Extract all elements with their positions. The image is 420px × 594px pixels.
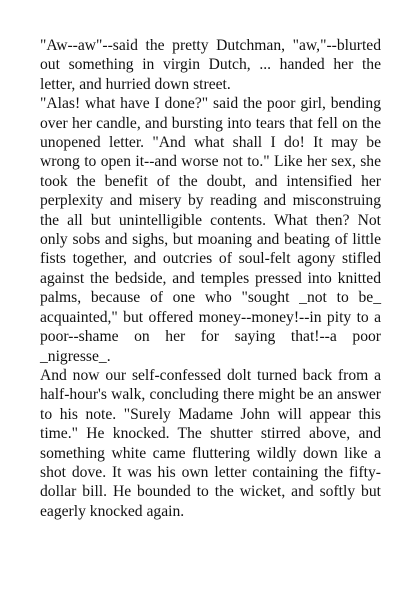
paragraph-2: "Alas! what have I done?" said the poor girl, bending over her candle, and bursting into tears that fell on the unopened letter. "And what shall I do! It may be wrong to open it--and worse not to." Like her sex, she took the benefit of the doubt, and intensified her perplexity and misery by reading and misconstruing the all but unintelligible contents. What then? Not only sobs and sighs, but moaning and beating of little fists together, and outcries of soul-felt agony stifled against the bedside, and temples pressed into knitted palms, because of one who "sought _not to be_ acquainted," but offered money--money!--in pity to a poor--shame on her for saying that!--a poor _nigresse_. [40,95,381,365]
document-page [40,36,381,521]
paragraph-3: And now our self-confessed dolt turned back from a half-hour's walk, concluding there might be an answer to his note. "Surely Madame John will appear this time." He knocked. The shutter stirred above, and something white came fluttering wildly down like a shot dove. It was his own letter containing the fifty-dollar bill. He bounded to the wicket, and softly but eagerly knocked again. [40,366,381,520]
paragraph-1: "Aw--aw"--said the pretty Dutchman, "aw,"--blurted out something in virgin Dutch, ... handed her the letter, and hurried down street. [40,37,381,93]
